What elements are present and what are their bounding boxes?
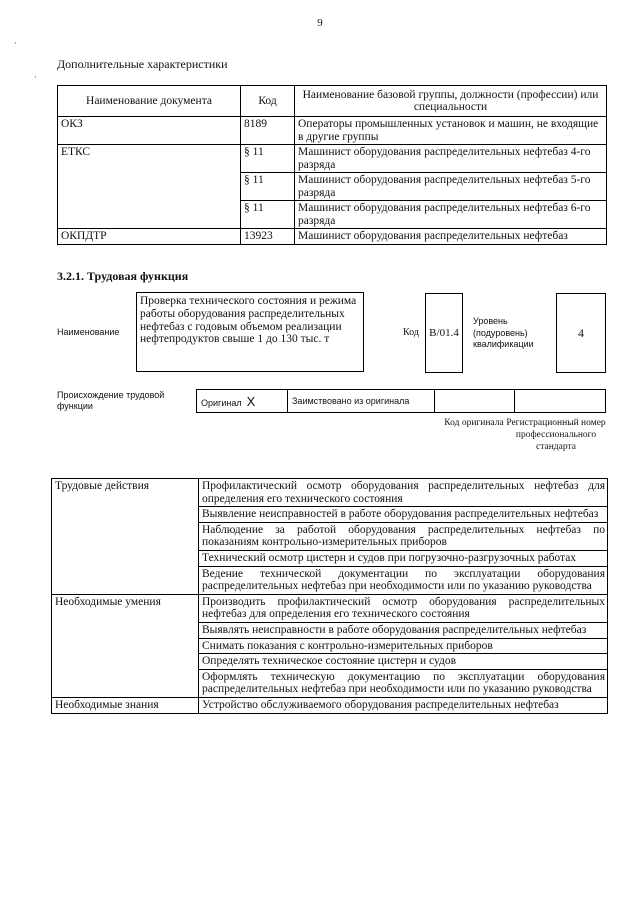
code-original-caption: Код оригинала	[444, 418, 504, 428]
group-name-cell: Машинист оборудования распределительных нефтебаз 6-го разряда	[295, 201, 607, 229]
list-item: Снимать показания с контрольно-измерительных приборов	[199, 638, 608, 654]
doc-name-cell: ОКЗ	[58, 117, 241, 145]
code-cell: § 11	[241, 173, 295, 201]
origin-label: Происхождение трудовой функции	[57, 390, 165, 411]
group-name-cell: Машинист оборудования распределительных нефтебаз 5-го разряда	[295, 173, 607, 201]
group-name-cell: Операторы промышленных установок и машин, не входящие в другие группы	[295, 117, 607, 145]
table-row	[52, 479, 608, 507]
scan-mark: ·	[34, 72, 37, 82]
column-header: Наименование документа	[58, 86, 241, 117]
function-code-box: B/01.4	[425, 293, 463, 373]
section-heading: Трудовые действия	[52, 479, 199, 595]
list-item: Профилактический осмотр оборудования распределительных нефтебаз для определения его технического состояния	[199, 479, 608, 507]
column-header: Код	[241, 86, 295, 117]
list-item: Устройство обслуживаемого оборудования распределительных нефтебаз	[199, 697, 608, 713]
list-item: Производить профилактический осмотр оборудования распределительных нефтебаз для определения его технического состояния	[199, 594, 608, 622]
table-row	[52, 594, 608, 622]
doc-name-cell: ОКПДТР	[58, 229, 241, 245]
list-item: Ведение технической документации по эксплуатации оборудования распределительных нефтебаз при необходимости или по указанию руководства	[199, 566, 608, 594]
list-item: Технический осмотр цистерн и судов при погрузочно-разгрузочных работах	[199, 550, 608, 566]
page-number: 9	[317, 17, 323, 29]
code-cell: § 11	[241, 145, 295, 173]
table-header-row	[58, 86, 607, 117]
function-name-box: Проверка технического состояния и режима работы оборудования распределительных нефтебаз с годовым объемом реализации нефтепродуктов свыше 1 до 130 тыс. т	[136, 292, 364, 372]
labor-function-heading: 3.2.1. Трудовая функция	[57, 269, 189, 283]
list-item: Определять техническое состояние цистерн и судов	[199, 654, 608, 670]
list-item: Выявление неисправностей в работе оборудования распределительных нефтебаз	[199, 507, 608, 523]
code-cell: § 11	[241, 201, 295, 229]
group-name-cell: Машинист оборудования распределительных нефтебаз	[295, 229, 607, 245]
original-cell	[197, 390, 288, 413]
group-name-cell: Машинист оборудования распределительных нефтебаз 4-го разряда	[295, 145, 607, 173]
origin-table	[196, 389, 606, 413]
code-cell: 13923	[241, 229, 295, 245]
borrowed-cell: Заимствовано из оригинала	[288, 390, 435, 413]
reg-number-cell	[515, 390, 606, 413]
code-cell: 8189	[241, 117, 295, 145]
scan-mark: ·	[14, 38, 17, 48]
list-item: Выявлять неисправности в работе оборудования распределительных нефтебаз	[199, 622, 608, 638]
reg-number-caption: Регистрационный номер профессионального стандарта	[506, 418, 606, 452]
additional-characteristics-heading: Дополнительные характеристики	[57, 57, 228, 71]
table-row	[197, 390, 606, 413]
original-mark: X	[246, 393, 256, 409]
code-original-cell	[435, 390, 515, 413]
function-details-table	[51, 478, 608, 714]
qualification-level-box: 4	[556, 293, 606, 373]
list-item: Оформлять техническую документацию по эксплуатации оборудования распределительных нефтебаз при необходимости или по указанию руководства	[199, 669, 608, 697]
original-label: Оригинал	[201, 397, 242, 408]
qualification-level-label: Уровень (подуровень) квалификации	[473, 316, 534, 349]
section-heading: Необходимые знания	[52, 697, 199, 713]
doc-name-cell: ЕТКС	[58, 145, 241, 229]
code-label: Код	[403, 327, 419, 338]
column-header: Наименование базовой группы, должности (профессии) или специальности	[295, 86, 607, 117]
table-row	[58, 229, 607, 245]
table-row	[52, 697, 608, 713]
characteristics-table	[57, 85, 607, 245]
list-item: Наблюдение за работой оборудования распределительных нефтебаз по показаниям контрольно-измерительных приборов	[199, 522, 608, 550]
table-row	[58, 145, 607, 173]
table-row	[58, 117, 607, 145]
section-heading: Необходимые умения	[52, 594, 199, 697]
name-label: Наименование	[57, 327, 120, 337]
